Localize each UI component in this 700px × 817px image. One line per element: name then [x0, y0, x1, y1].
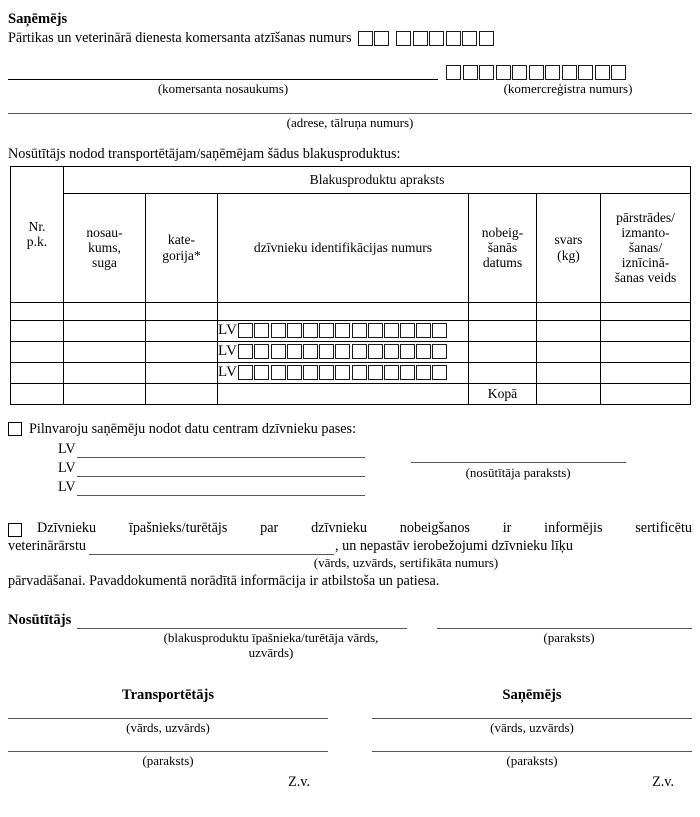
receiver-title: Saņēmējs	[502, 687, 562, 704]
passport-lv-prefix: LV	[58, 478, 76, 495]
vet-text-line1: Dzīvnieku īpašnieks/turētājs par dzīvnieku nobeigšanos ir informējis sertificētu	[37, 519, 692, 536]
lv-prefix-label: LV	[218, 322, 238, 339]
consent-label: Pilnvaroju saņēmēju nodot datu centram dzīvnieku pases:	[29, 420, 357, 437]
approval-number-label: Pārtikas un veterinārā dienesta komersanta atzīšanas numurs	[8, 30, 352, 47]
cell-weight[interactable]	[537, 320, 601, 341]
cell-empty[interactable]	[64, 302, 146, 320]
cell-category[interactable]	[146, 341, 218, 362]
th-weight-l1: svars	[554, 232, 583, 248]
th-group-description: Blakusproduktu apraksts	[64, 166, 691, 193]
consent-checkbox-line[interactable]	[8, 421, 700, 438]
passport-lv-line	[8, 479, 365, 496]
approval-number-boxes[interactable]	[358, 31, 496, 46]
th-processing-type	[601, 193, 691, 302]
vet-text-line3: pārvadāšanai. Pavaddokumentā norādītā informācija ir atbilstoša un patiesa.	[8, 573, 440, 590]
th-proc-l1: pārstrādes/	[616, 209, 675, 225]
animal-id-digit-box[interactable]	[254, 323, 269, 338]
cell-processing-type[interactable]	[601, 320, 691, 341]
animal-id-digit-box[interactable]	[384, 323, 399, 338]
animal-id-digit-box[interactable]	[319, 365, 334, 380]
cell-name-species[interactable]	[64, 383, 146, 404]
animal-id-digit-box[interactable]	[238, 323, 253, 338]
passport-lv-prefix: LV	[58, 440, 76, 457]
register-digit-box[interactable]	[463, 65, 478, 80]
cell-weight[interactable]	[537, 341, 601, 362]
caption-sender-signature: (nosūtītāja paraksts)	[465, 464, 571, 480]
caption-owner-name-l1: (blakusproduktu īpašnieka/turētāja vārds,	[163, 630, 379, 646]
receiver-stamp-label: Z.v.	[652, 774, 674, 790]
cell-nr[interactable]	[11, 320, 64, 341]
sender-captions	[8, 631, 692, 661]
animal-id-digit-box[interactable]	[303, 365, 318, 380]
animal-id-digit-box[interactable]	[416, 323, 431, 338]
caption-owner-name-l2: uzvārds)	[248, 645, 294, 661]
animal-id-digit-box[interactable]	[271, 344, 286, 359]
approval-digit-box[interactable]	[374, 31, 389, 46]
cell-empty[interactable]	[218, 302, 469, 320]
cell-nr[interactable]	[11, 362, 64, 383]
approval-digit-box[interactable]	[462, 31, 477, 46]
cell-total-processing[interactable]	[601, 383, 691, 404]
cell-death-date[interactable]	[469, 362, 537, 383]
register-digit-box[interactable]	[512, 65, 527, 80]
cell-death-date[interactable]	[469, 320, 537, 341]
animal-id-digit-box[interactable]	[368, 344, 383, 359]
table-group-header-row	[11, 166, 691, 193]
cell-empty[interactable]	[469, 302, 537, 320]
animal-id-digit-box[interactable]	[335, 323, 350, 338]
th-date-l1: nobeig-	[481, 224, 524, 240]
animal-id-digit-box[interactable]	[319, 344, 334, 359]
approval-digit-box[interactable]	[446, 31, 461, 46]
passport-lv-line	[8, 441, 365, 458]
cell-empty[interactable]	[537, 302, 601, 320]
address-input[interactable]	[8, 113, 692, 114]
caption-receiver-signature: (paraksts)	[506, 753, 558, 769]
register-digit-box[interactable]	[545, 65, 560, 80]
register-digit-box[interactable]	[446, 65, 461, 80]
sender-row	[8, 612, 692, 629]
animal-id-digit-box[interactable]	[238, 365, 253, 380]
th-name-l2: kums,	[88, 239, 121, 255]
register-digit-box[interactable]	[562, 65, 577, 80]
header-captions	[8, 82, 692, 97]
passport-number-input[interactable]	[77, 463, 365, 477]
animal-id-digit-box[interactable]	[384, 365, 399, 380]
cell-processing-type[interactable]	[601, 362, 691, 383]
table-row	[11, 320, 691, 341]
th-name-species	[64, 193, 146, 302]
approval-digit-box[interactable]	[479, 31, 494, 46]
animal-id-digit-box[interactable]	[368, 323, 383, 338]
cell-death-date[interactable]	[469, 341, 537, 362]
passport-lv-line	[8, 460, 365, 477]
cell-empty[interactable]	[146, 302, 218, 320]
animal-id-digit-box[interactable]	[271, 365, 286, 380]
cell-name-species[interactable]	[64, 341, 146, 362]
table-sub-header-row	[11, 193, 691, 302]
recipient-title: Saņēmējs	[8, 11, 68, 27]
th-proc-l4: iznīcinā-	[621, 255, 670, 271]
approval-digit-box[interactable]	[358, 31, 373, 46]
animal-id-digit-box[interactable]	[432, 344, 447, 359]
caption-owner-name	[106, 631, 436, 661]
animal-id-digit-box[interactable]	[400, 323, 415, 338]
receiver-name-input[interactable]	[372, 718, 692, 719]
cell-nr[interactable]	[11, 341, 64, 362]
cell-name-species[interactable]	[64, 362, 146, 383]
passport-number-input[interactable]	[77, 482, 365, 496]
animal-id-digit-box[interactable]	[319, 323, 334, 338]
animal-id-digit-box[interactable]	[271, 323, 286, 338]
intro-sentence: Nosūtītājs nodod transportētājam/saņēmējam šādus blakusproduktus:	[8, 145, 401, 162]
animal-id-digit-box[interactable]	[352, 323, 367, 338]
transporter-column	[8, 687, 350, 791]
th-category	[146, 193, 218, 302]
recipient-header-block	[0, 0, 700, 97]
caption-address: (adrese, tālruņa numurs)	[286, 114, 414, 130]
transporter-title: Transportētājs	[121, 687, 215, 704]
animal-id-digit-box[interactable]	[384, 344, 399, 359]
sender-block	[8, 612, 692, 661]
sender-label: Nosūtītājs	[8, 612, 72, 629]
vet-line-2	[8, 538, 692, 555]
caption-receiver-name: (vārds, uzvārds)	[490, 720, 574, 736]
register-digit-box[interactable]	[611, 65, 626, 80]
cell-total-weight[interactable]	[537, 383, 601, 404]
sender-signature-input[interactable]	[411, 462, 626, 463]
caption-sender-paraksts: (paraksts)	[543, 630, 595, 646]
company-name-row	[8, 65, 692, 80]
caption-company-name: (komersanta nosaukums)	[157, 80, 289, 96]
vet-doctor-input[interactable]	[89, 540, 334, 555]
animal-id-digit-box[interactable]	[400, 365, 415, 380]
cell-name-species[interactable]	[64, 320, 146, 341]
cell-animal-id[interactable]	[218, 362, 469, 383]
caption-transporter-signature: (paraksts)	[142, 753, 194, 769]
th-nr-line2: p.k.	[26, 234, 48, 250]
transporter-signature-input[interactable]	[8, 751, 328, 752]
th-nr	[11, 166, 64, 302]
company-name-input[interactable]	[8, 65, 438, 80]
total-label: Kopā	[469, 383, 537, 404]
th-cat-l1: kate-	[167, 232, 196, 248]
animal-id-digit-box[interactable]	[416, 365, 431, 380]
passport-lv-lines	[8, 441, 365, 498]
transporter-stamp-label: Z.v.	[288, 774, 310, 790]
table-total-row	[11, 383, 691, 404]
animal-id-digit-box[interactable]	[400, 344, 415, 359]
cell-animal-id[interactable]	[218, 320, 469, 341]
animal-id-digit-box[interactable]	[432, 365, 447, 380]
cell-category[interactable]	[146, 383, 218, 404]
th-proc-l5: šanas veids	[614, 270, 677, 286]
th-death-date	[469, 193, 537, 302]
byproducts-table	[10, 166, 691, 405]
th-weight-l2: (kg)	[557, 247, 580, 263]
consent-checkbox[interactable]	[8, 422, 22, 436]
cell-processing-type[interactable]	[601, 341, 691, 362]
receiver-signature-input[interactable]	[372, 751, 692, 752]
caption-register-number: (komercreģistra numurs)	[503, 80, 633, 96]
sender-name-input[interactable]	[77, 613, 407, 629]
register-digit-box[interactable]	[595, 65, 610, 80]
animal-id-digit-box[interactable]	[335, 344, 350, 359]
caption-transporter-name: (vārds, uzvārds)	[126, 720, 210, 736]
vet-text-after: , un nepastāv ierobežojumi dzīvnieku līķu	[335, 538, 573, 555]
table-row	[11, 302, 691, 320]
th-name-l3: suga	[92, 255, 117, 271]
animal-id-digit-box[interactable]	[254, 344, 269, 359]
vet-declaration-block	[8, 520, 692, 591]
cell-weight[interactable]	[537, 362, 601, 383]
consent-block	[8, 421, 700, 498]
animal-id-digit-box[interactable]	[303, 344, 318, 359]
th-nr-line1: Nr.	[28, 218, 46, 234]
passport-lv-prefix: LV	[58, 459, 76, 476]
cell-animal-id[interactable]	[218, 383, 469, 404]
register-number-boxes[interactable]	[446, 65, 628, 80]
register-digit-box[interactable]	[529, 65, 544, 80]
approval-digit-box[interactable]	[429, 31, 444, 46]
th-date-l2: šanās	[487, 239, 518, 255]
vet-label-doctor: veterinārārstu	[8, 538, 86, 555]
th-animal-id: dzīvnieku identifikācijas numurs	[218, 193, 469, 302]
cell-empty[interactable]	[601, 302, 691, 320]
table-row	[11, 362, 691, 383]
animal-id-digit-box[interactable]	[352, 344, 367, 359]
receiver-column	[350, 687, 692, 791]
vet-line-1	[8, 520, 692, 538]
animal-id-digit-box[interactable]	[432, 323, 447, 338]
th-cat-l2: gorija*	[162, 247, 201, 263]
sender-signature-column	[411, 438, 626, 498]
cell-animal-id[interactable]	[218, 341, 469, 362]
transporter-name-input[interactable]	[8, 718, 328, 719]
animal-id-digit-box[interactable]	[287, 365, 302, 380]
animal-id-digit-box[interactable]	[352, 365, 367, 380]
lv-prefix-label: LV	[218, 343, 238, 360]
th-proc-l3: šanas/	[628, 239, 663, 255]
animal-id-digit-box[interactable]	[368, 365, 383, 380]
animal-id-digit-box[interactable]	[238, 344, 253, 359]
approval-digit-box[interactable]	[413, 31, 428, 46]
animal-id-digit-box[interactable]	[287, 323, 302, 338]
th-date-l3: datums	[482, 255, 523, 271]
th-proc-l2: izmanto-	[621, 224, 670, 240]
approval-digit-box[interactable]	[396, 31, 411, 46]
th-weight	[537, 193, 601, 302]
lv-prefix-label: LV	[218, 364, 238, 381]
animal-id-digit-box[interactable]	[254, 365, 269, 380]
passport-number-input[interactable]	[77, 444, 365, 458]
animal-id-digit-box[interactable]	[287, 344, 302, 359]
vet-checkbox[interactable]	[8, 523, 22, 537]
cell-empty[interactable]	[11, 302, 64, 320]
approval-number-line	[8, 29, 692, 47]
cell-category[interactable]	[146, 362, 218, 383]
caption-vet-doctor: (vārds, uzvārds, sertifikāta numurs)	[313, 555, 499, 571]
cell-nr[interactable]	[11, 383, 64, 404]
cell-category[interactable]	[146, 320, 218, 341]
register-digit-box[interactable]	[578, 65, 593, 80]
table-row	[11, 341, 691, 362]
bottom-signatures	[8, 687, 692, 791]
animal-id-digit-box[interactable]	[335, 365, 350, 380]
th-name-l1: nosau-	[86, 224, 123, 240]
register-digit-box[interactable]	[479, 65, 494, 80]
register-digit-box[interactable]	[496, 65, 511, 80]
animal-id-digit-box[interactable]	[303, 323, 318, 338]
animal-id-digit-box[interactable]	[416, 344, 431, 359]
sender-paraksts-input[interactable]	[437, 613, 692, 629]
